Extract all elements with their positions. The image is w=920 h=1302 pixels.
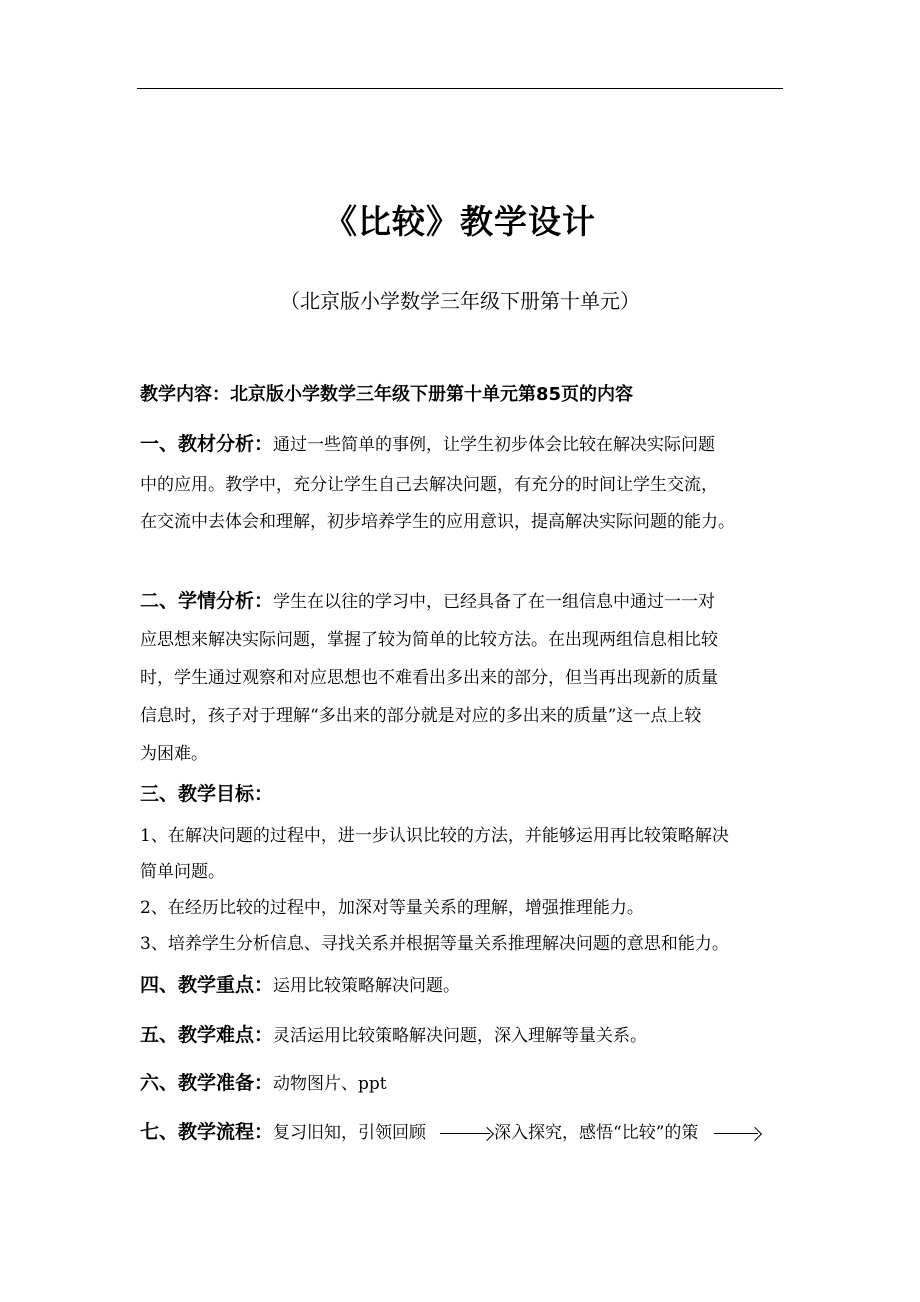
section-6-line [140, 1071, 387, 1096]
section-3-text-4: 3、培养学生分析信息、寻找关系并根据等量关系推理解决问题的意思和能力。 [140, 934, 729, 954]
section-3-heading: 三、教学目标： [140, 783, 274, 805]
section-5-text: 灵活运用比较策略解决问题，深入理解等量关系。 [273, 1026, 648, 1046]
section-2-text-1: 学生在以往的学习中，已经具备了在一组信息中通过一一对 [273, 592, 716, 612]
section-7-step-1: 复习旧知，引领回顾 [273, 1123, 427, 1143]
arrow-right-icon [714, 1128, 760, 1140]
arrow-right-icon [440, 1128, 492, 1140]
section-6-heading: 六、教学准备： [140, 1072, 274, 1094]
section-3-text-3: 2、在经历比较的过程中，加深对等量关系的理解，增强推理能力。 [140, 898, 644, 918]
section-1-heading: 一、教材分析： [140, 433, 274, 455]
section-5-line [140, 1023, 647, 1048]
section-4-text: 运用比较策略解决问题。 [273, 976, 461, 996]
section-7-step-2: 深入探究，感悟“比较”的策 [494, 1123, 699, 1143]
section-2-text-3: 时，学生通过观察和对应思想也不难看出多出来的部分，但当再出现新的质量 [140, 668, 718, 688]
section-1-text-2: 中的应用。教学中，充分让学生自己去解决问题，有充分的时间让学生交流， [140, 475, 718, 495]
section-4-heading: 四、教学重点： [140, 974, 274, 996]
section-1-text-3: 在交流中去体会和理解，初步培养学生的应用意识，提高解决实际问题的能力。 [140, 512, 735, 532]
section-4-line [140, 973, 460, 998]
content-line: 教学内容：北京版小学数学三年级下册第十单元第85页的内容 [140, 384, 634, 405]
section-2-text-4: 信息时，孩子对于理解“多出来的部分就是对应的多出来的质量”这一点上较 [140, 706, 702, 726]
section-2-text-2: 应思想来解决实际问题，掌握了较为简单的比较方法。在出现两组信息相比较 [140, 630, 718, 650]
section-5-heading: 五、教学难点： [140, 1024, 274, 1046]
section-1-text-1: 通过一些简单的事例，让学生初步体会比较在解决实际问题 [273, 435, 716, 455]
section-3-text-2: 简单问题。 [140, 862, 225, 882]
header-rule [137, 88, 783, 89]
section-3-text-1: 1、在解决问题的过程中，进一步认识比较的方法，并能够运用再比较策略解决 [140, 826, 729, 846]
page-title: 《比较》教学设计 [324, 202, 596, 241]
section-2-text-5: 为困难。 [140, 744, 208, 764]
section-6-text: 动物图片、ppt [273, 1074, 387, 1094]
section-7-line [140, 1120, 760, 1145]
section-2-heading: 二、学情分析： [140, 590, 274, 612]
section-1-line-1 [140, 432, 715, 457]
section-2-line-1 [140, 589, 715, 614]
page-subtitle: （北京版小学数学三年级下册第十单元） [280, 289, 640, 313]
section-7-heading: 七、教学流程： [140, 1121, 274, 1143]
